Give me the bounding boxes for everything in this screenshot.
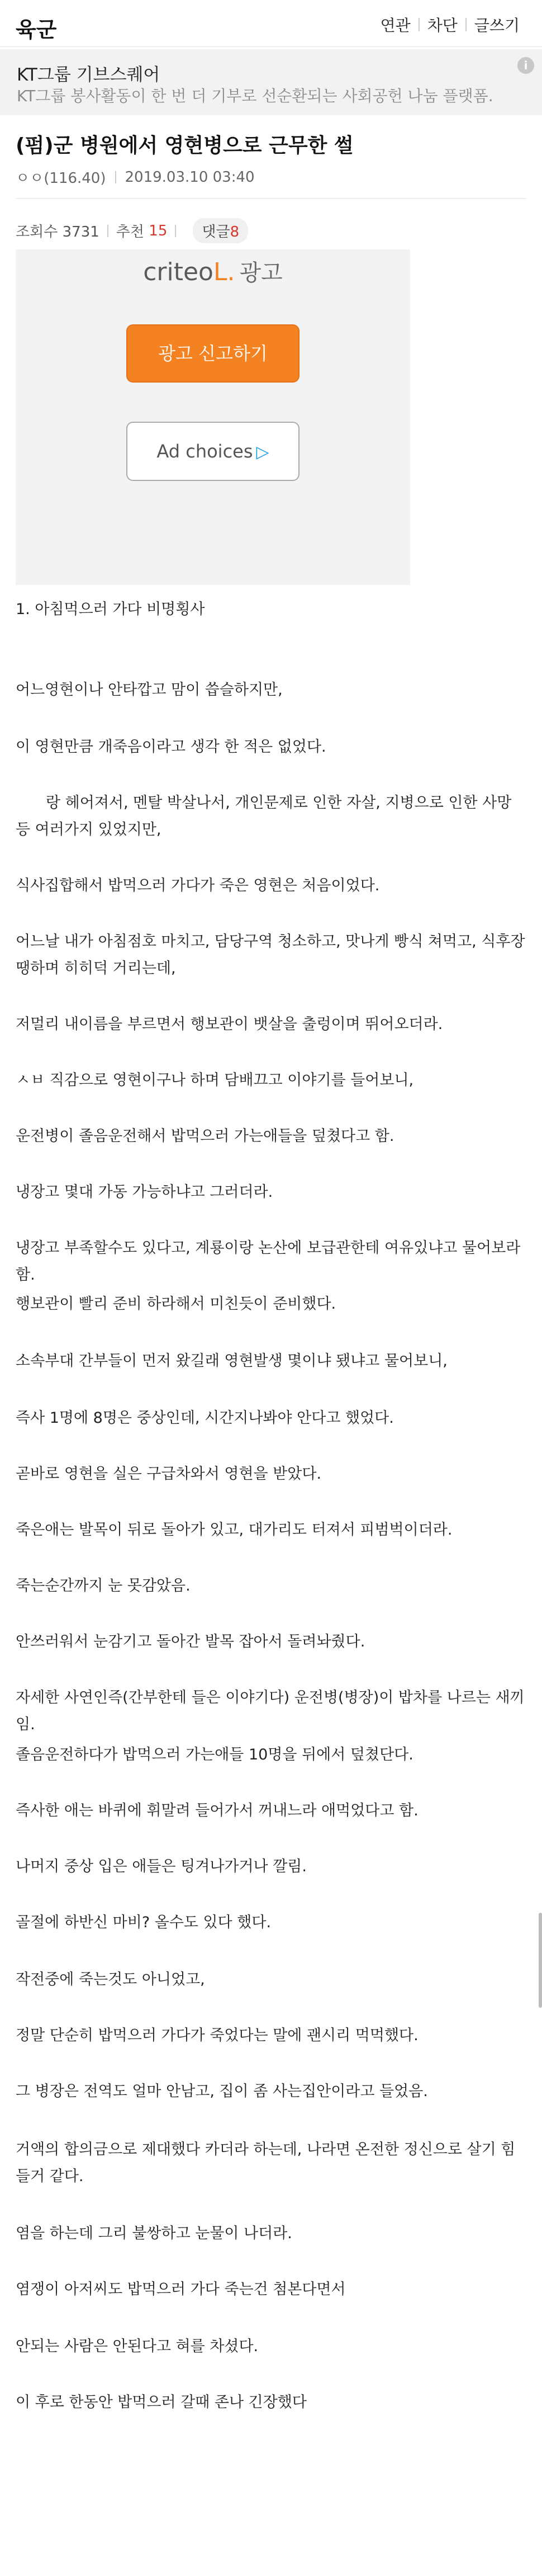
post-stats	[16, 218, 248, 243]
comment-count: 8	[230, 224, 240, 240]
paragraph: 행보관이 빨리 준비 하라해서 미친듯이 준비했다.	[16, 1295, 336, 1313]
paragraph: 어느날 내가 아침점호 마치고, 담당구역 청소하고, 맛나게 빵식 쳐먹고, 식후장땡하며 히히덕 거리는데,	[16, 933, 525, 977]
paragraph: 식사집합해서 밥먹으러 가다가 죽은 영현은 처음이었다.	[16, 877, 380, 894]
header-divider	[16, 198, 526, 199]
scrollbar-thumb[interactable]	[539, 1913, 542, 2008]
paragraph: ㅅㅂ 직감으로 영현이구나 하며 담배끄고 이야기를 들어보니,	[16, 1072, 414, 1089]
paragraph: 골절에 하반신 마비? 올수도 있다 했다.	[16, 1914, 272, 1931]
comment-badge[interactable]	[193, 218, 248, 243]
ad-banner[interactable]	[0, 49, 542, 115]
paragraph: 거액의 합의금으로 제대했다 카더라 하는데, 나라면 온전한 정신으로 살기 힘들거 같다.	[16, 2141, 516, 2185]
paragraph: 냉장고 몇대 가동 가능하냐고 그러더라.	[16, 1183, 273, 1201]
paragraph: 죽는순간까지 눈 못감았음.	[16, 1577, 191, 1594]
paragraph: 운전병이 졸음운전해서 밥먹으러 가는애들을 덮쳤다고 함.	[16, 1127, 394, 1145]
top-links	[373, 13, 527, 36]
author[interactable]: ㅇㅇ(116.40)	[16, 170, 106, 187]
recommend-label: 추천	[116, 224, 145, 240]
ad-choices-label: Ad choices	[156, 441, 253, 462]
ad-choices-button[interactable]	[126, 422, 299, 481]
paragraph: 염쟁이 아저씨도 밥먹으러 가다 죽는건 첨본다면서	[16, 2281, 346, 2298]
criteo-logo: criteoL. 광고	[143, 258, 283, 286]
criteo-brand-accent: L	[213, 258, 227, 286]
criteo-brand: criteo	[143, 258, 213, 286]
comment-label: 댓글	[202, 224, 230, 240]
related-link[interactable]: 연관	[380, 16, 411, 35]
paragraph: 저멀리 내이름을 부르면서 행보관이 뱃살을 출렁이며 뛰어오더라.	[16, 1016, 443, 1033]
post-date: 2019.03.10 03:40	[125, 168, 255, 186]
criteo-ad	[16, 249, 410, 585]
divider	[115, 171, 116, 183]
paragraph: 염을 하는데 그리 불쌍하고 눈물이 나더라.	[16, 2225, 292, 2242]
paragraph: 작전중에 죽는것도 아니었고,	[16, 1971, 205, 1988]
post-title: (펌)군 병원에서 영현병으로 근무한 썰	[16, 134, 354, 157]
paragraph: 정말 단순히 밥먹으러 가다가 죽었다는 말에 괜시리 먹먹했다.	[16, 2027, 419, 2044]
ad-banner-subtitle: KT그룹 봉사활동이 한 번 더 기부로 선순환되는 사회공헌 나눔 플랫폼.	[17, 87, 493, 105]
paragraph: 소속부대 간부들이 먼저 왔길래 영현발생 몇이냐 됐냐고 물어보니,	[16, 1352, 448, 1370]
paragraph: 이 영현만큼 개죽음이라고 생각 한 적은 없었다.	[16, 738, 326, 756]
recommend-count: 15	[149, 222, 168, 239]
paragraph: 냉장고 부족할수도 있다고, 계룡이랑 논산에 보급관한테 여유있냐고 물어보라 함.	[16, 1239, 521, 1284]
top-bar	[0, 0, 542, 47]
paragraph: 자세한 사연인즉(간부한테 들은 이야기다) 운전병(병장)이 밥차를 나르는 새끼임.	[16, 1689, 525, 1733]
adchoices-icon: ▷	[256, 442, 269, 462]
paragraph: 곧바로 영현을 실은 구급차와서 영현을 받았다.	[16, 1465, 322, 1483]
paragraph: 이 후로 한동안 밥먹으러 갈때 존나 긴장했다	[16, 2394, 307, 2411]
post-meta	[16, 167, 255, 187]
ad-label: 광고	[239, 260, 283, 286]
paragraph: 랑 헤어져서, 멘탈 박살나서, 개인문제로 인한 자살, 지병으로 인한 사망 등 여러가지 있었지만,	[16, 794, 512, 838]
paragraph: 죽은애는 발목이 뒤로 돌아가 있고, 대가리도 터져서 피범벅이더라.	[16, 1521, 453, 1539]
paragraph: 1. 아침먹으러 가다 비명횡사	[16, 601, 205, 618]
paragraph: 즉사 1명에 8명은 중상인데, 시간지나봐야 안다고 했었다.	[16, 1409, 394, 1427]
report-ad-button[interactable]: 광고 신고하기	[126, 324, 299, 383]
paragraph: 어느영현이나 안타깝고 맘이 씁슬하지만,	[16, 681, 283, 699]
paragraph: 졸음운전하다가 밥먹으러 가는애들 10명을 뒤에서 덮쳤단다.	[16, 1746, 413, 1763]
paragraph: 그 병장은 전역도 얼마 안남고, 집이 좀 사는집안이라고 들었음.	[16, 2083, 428, 2100]
paragraph: 나머지 중상 입은 애들은 팅겨나가거나 깔림.	[16, 1858, 307, 1875]
board-title[interactable]: 육군	[16, 17, 57, 42]
divider	[175, 225, 176, 237]
view-count: 조회수 3731	[16, 224, 99, 240]
write-link[interactable]: 글쓰기	[474, 16, 520, 35]
paragraph: 안쓰러워서 눈감기고 돌아간 발목 잡아서 돌려놔줬다.	[16, 1633, 365, 1650]
ad-banner-title: KT그룹 기브스퀘어	[17, 65, 160, 85]
divider	[107, 225, 108, 237]
info-icon[interactable]: i	[517, 57, 534, 74]
block-link[interactable]: 차단	[427, 16, 458, 35]
paragraph: 즉사한 애는 바퀴에 휘말려 들어가서 꺼내느라 애먹었다고 함.	[16, 1802, 419, 1819]
paragraph: 안되는 사람은 안된다고 혀를 차셨다.	[16, 2338, 259, 2355]
